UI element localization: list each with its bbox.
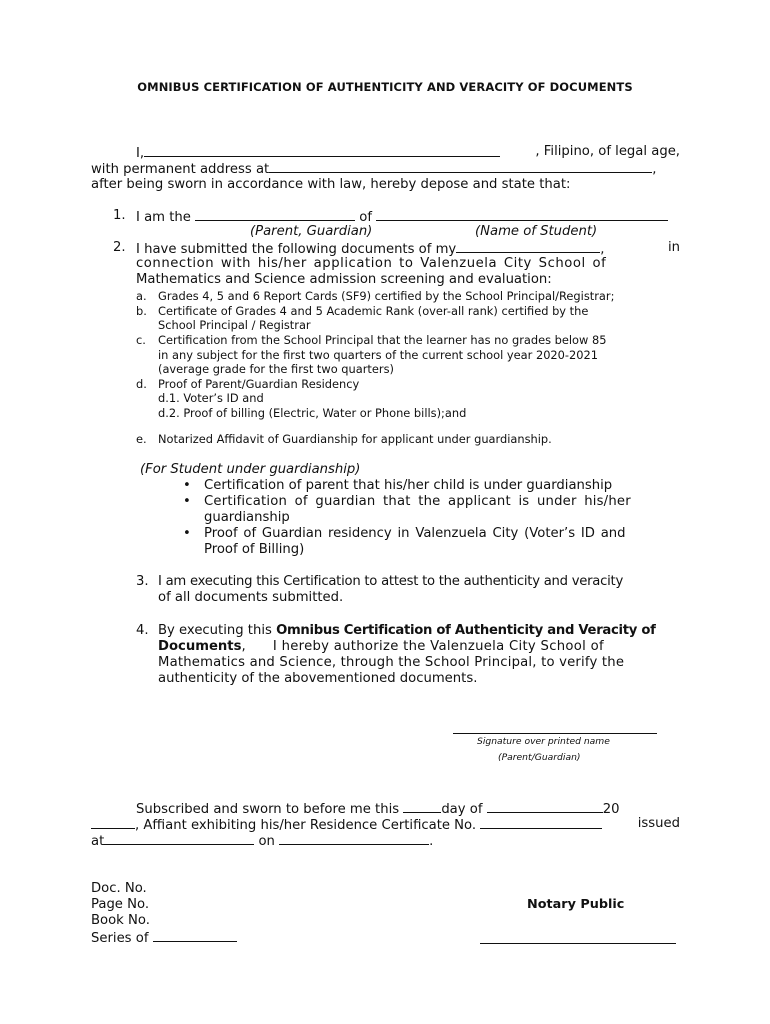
signature-line[interactable] — [453, 733, 657, 734]
guardianship-bullet-1: Certification of parent that his/her child is under guardianship — [204, 478, 613, 493]
item4-line-2-rest: , I hereby authorize the Valenzuela City School of — [241, 639, 604, 654]
item2-line-2 — [136, 256, 680, 272]
student-name-blank[interactable] — [376, 208, 668, 221]
issued-at-blank[interactable] — [104, 832, 254, 845]
bullet-icon: • — [183, 526, 191, 541]
issued-on-blank[interactable] — [279, 832, 429, 845]
intro-i: I, — [136, 146, 145, 161]
item2b-letter: b. — [136, 304, 147, 318]
item2-line-3: Mathematics and Science admission screening and evaluation: — [136, 272, 552, 287]
series-of-label: Series of — [91, 931, 149, 946]
residence-cert-blank[interactable] — [480, 816, 602, 829]
guardianship-bullet-2a — [204, 494, 680, 510]
intro-line-3: after being sworn in accordance with law, hereby depose and state that: — [91, 177, 571, 192]
item3-number: 3. — [136, 574, 149, 589]
item3-line-1: I am executing this Certification to attest to the authenticity and veracity — [158, 574, 624, 589]
page-no: Page No. — [91, 897, 150, 912]
item2b-text-2: School Principal / Registrar — [158, 318, 311, 332]
guardianship-heading: (For Student under guardianship) — [140, 462, 361, 477]
subscribed-period: . — [429, 834, 434, 849]
name-blank[interactable] — [144, 144, 500, 157]
subscribed-year: 20 — [602, 802, 620, 817]
item4-line-2 — [158, 639, 604, 655]
label-parent-guardian: (Parent, Guardian) — [250, 224, 373, 239]
subscribed-at: at — [91, 834, 105, 849]
subscribed-on: on — [258, 834, 275, 849]
item2b-text-1: Certificate of Grades 4 and 5 Academic Rank (over-all rank) certified by the — [158, 304, 589, 318]
book-no: Book No. — [91, 913, 150, 928]
item2c-text-1: Certification from the School Principal that the learner has no grades below 85 — [158, 333, 607, 347]
item4-line-1 — [158, 623, 656, 639]
item2a-text: Grades 4, 5 and 6 Report Cards (SF9) certified by the School Principal/Registrar; — [158, 289, 615, 303]
item2d2-text: d.2. Proof of billing (Electric, Water or Phone bills);and — [158, 406, 467, 420]
year-blank[interactable] — [91, 816, 135, 829]
item2e-text: Notarized Affidavit of Guardianship for applicant under guardianship. — [158, 432, 552, 446]
item4-line-4: authenticity of the abovementioned documents. — [158, 671, 478, 686]
item1-of: of — [359, 210, 372, 225]
label-name-of-student: (Name of Student) — [475, 224, 598, 239]
item1-number: 1. — [113, 208, 126, 223]
subscribed-day-of: day of — [441, 802, 483, 817]
document-title: OMNIBUS CERTIFICATION OF AUTHENTICITY AND VERACITY OF DOCUMENTS — [137, 80, 633, 94]
day-blank[interactable] — [403, 800, 441, 813]
series-of — [91, 929, 237, 947]
bullet-icon: • — [183, 478, 191, 493]
notary-signature-line[interactable] — [480, 943, 676, 944]
item4-bold-documents: Documents — [158, 639, 242, 654]
signature-role-caption: (Parent/Guardian) — [498, 752, 581, 763]
item2e-letter: e. — [136, 432, 147, 446]
subscribed-text: Subscribed and sworn to before me this — [136, 802, 400, 817]
intro-line-2 — [91, 160, 656, 178]
intro-address-end: , — [652, 162, 657, 177]
doc-no: Doc. No. — [91, 881, 147, 896]
item2-text: I have submitted the following documents of my — [136, 242, 457, 257]
item3-line-2: of all documents submitted. — [158, 590, 344, 605]
item4-line-3: Mathematics and Science, through the School Principal, to verify the — [158, 655, 625, 670]
item2c-text-3: (average grade for the first two quarters) — [158, 362, 394, 376]
item2d-letter: d. — [136, 377, 147, 391]
item2c-letter: c. — [136, 333, 146, 347]
address-blank[interactable] — [269, 160, 652, 173]
item2a-letter: a. — [136, 289, 147, 303]
item4-pre: By executing this — [158, 623, 272, 638]
guardianship-bullet-3b: Proof of Billing) — [204, 542, 305, 557]
intro-filipino: , Filipino, of legal age, — [535, 144, 680, 159]
item2-comma: , — [600, 242, 605, 257]
item2-in: in — [667, 240, 680, 255]
item1-iam: I am the — [136, 210, 191, 225]
item2d1-text: d.1. Voter’s ID and — [158, 391, 264, 405]
guardianship-bullet-2b: guardianship — [204, 510, 290, 525]
documents-of-blank[interactable] — [456, 240, 600, 253]
guardianship-bullet-2a-text: Certification of guardian that the applicant is under his/her — [204, 494, 631, 509]
month-blank[interactable] — [487, 800, 603, 813]
guardianship-bullet-3a-text: Proof of Guardian residency in Valenzuela City (Voter’s ID and — [204, 526, 626, 541]
series-blank[interactable] — [153, 929, 237, 942]
subscribed-affiant: , Affiant exhibiting his/her Residence Certificate No. — [135, 818, 477, 833]
notary-public-label: Notary Public — [527, 897, 625, 912]
item2d-text: Proof of Parent/Guardian Residency — [158, 377, 360, 391]
item2-number: 2. — [113, 240, 126, 255]
signature-caption: Signature over printed name — [477, 736, 610, 747]
bullet-icon: • — [183, 494, 191, 509]
item2c-text-2: in any subject for the first two quarters of the current school year 2020-2021 — [158, 348, 599, 362]
item4-bold-title: Omnibus Certification of Authenticity and Veracity of — [276, 623, 656, 638]
parent-guardian-blank[interactable] — [195, 208, 355, 221]
guardianship-bullet-3a — [204, 526, 680, 542]
intro-address-label: with permanent address at — [91, 162, 270, 177]
subscribed-issued: issued — [637, 816, 680, 831]
item2-line-2-text: connection with his/her application to Valenzuela City School of — [136, 256, 607, 271]
subscribed-line-3 — [91, 832, 433, 850]
item4-number: 4. — [136, 623, 149, 638]
